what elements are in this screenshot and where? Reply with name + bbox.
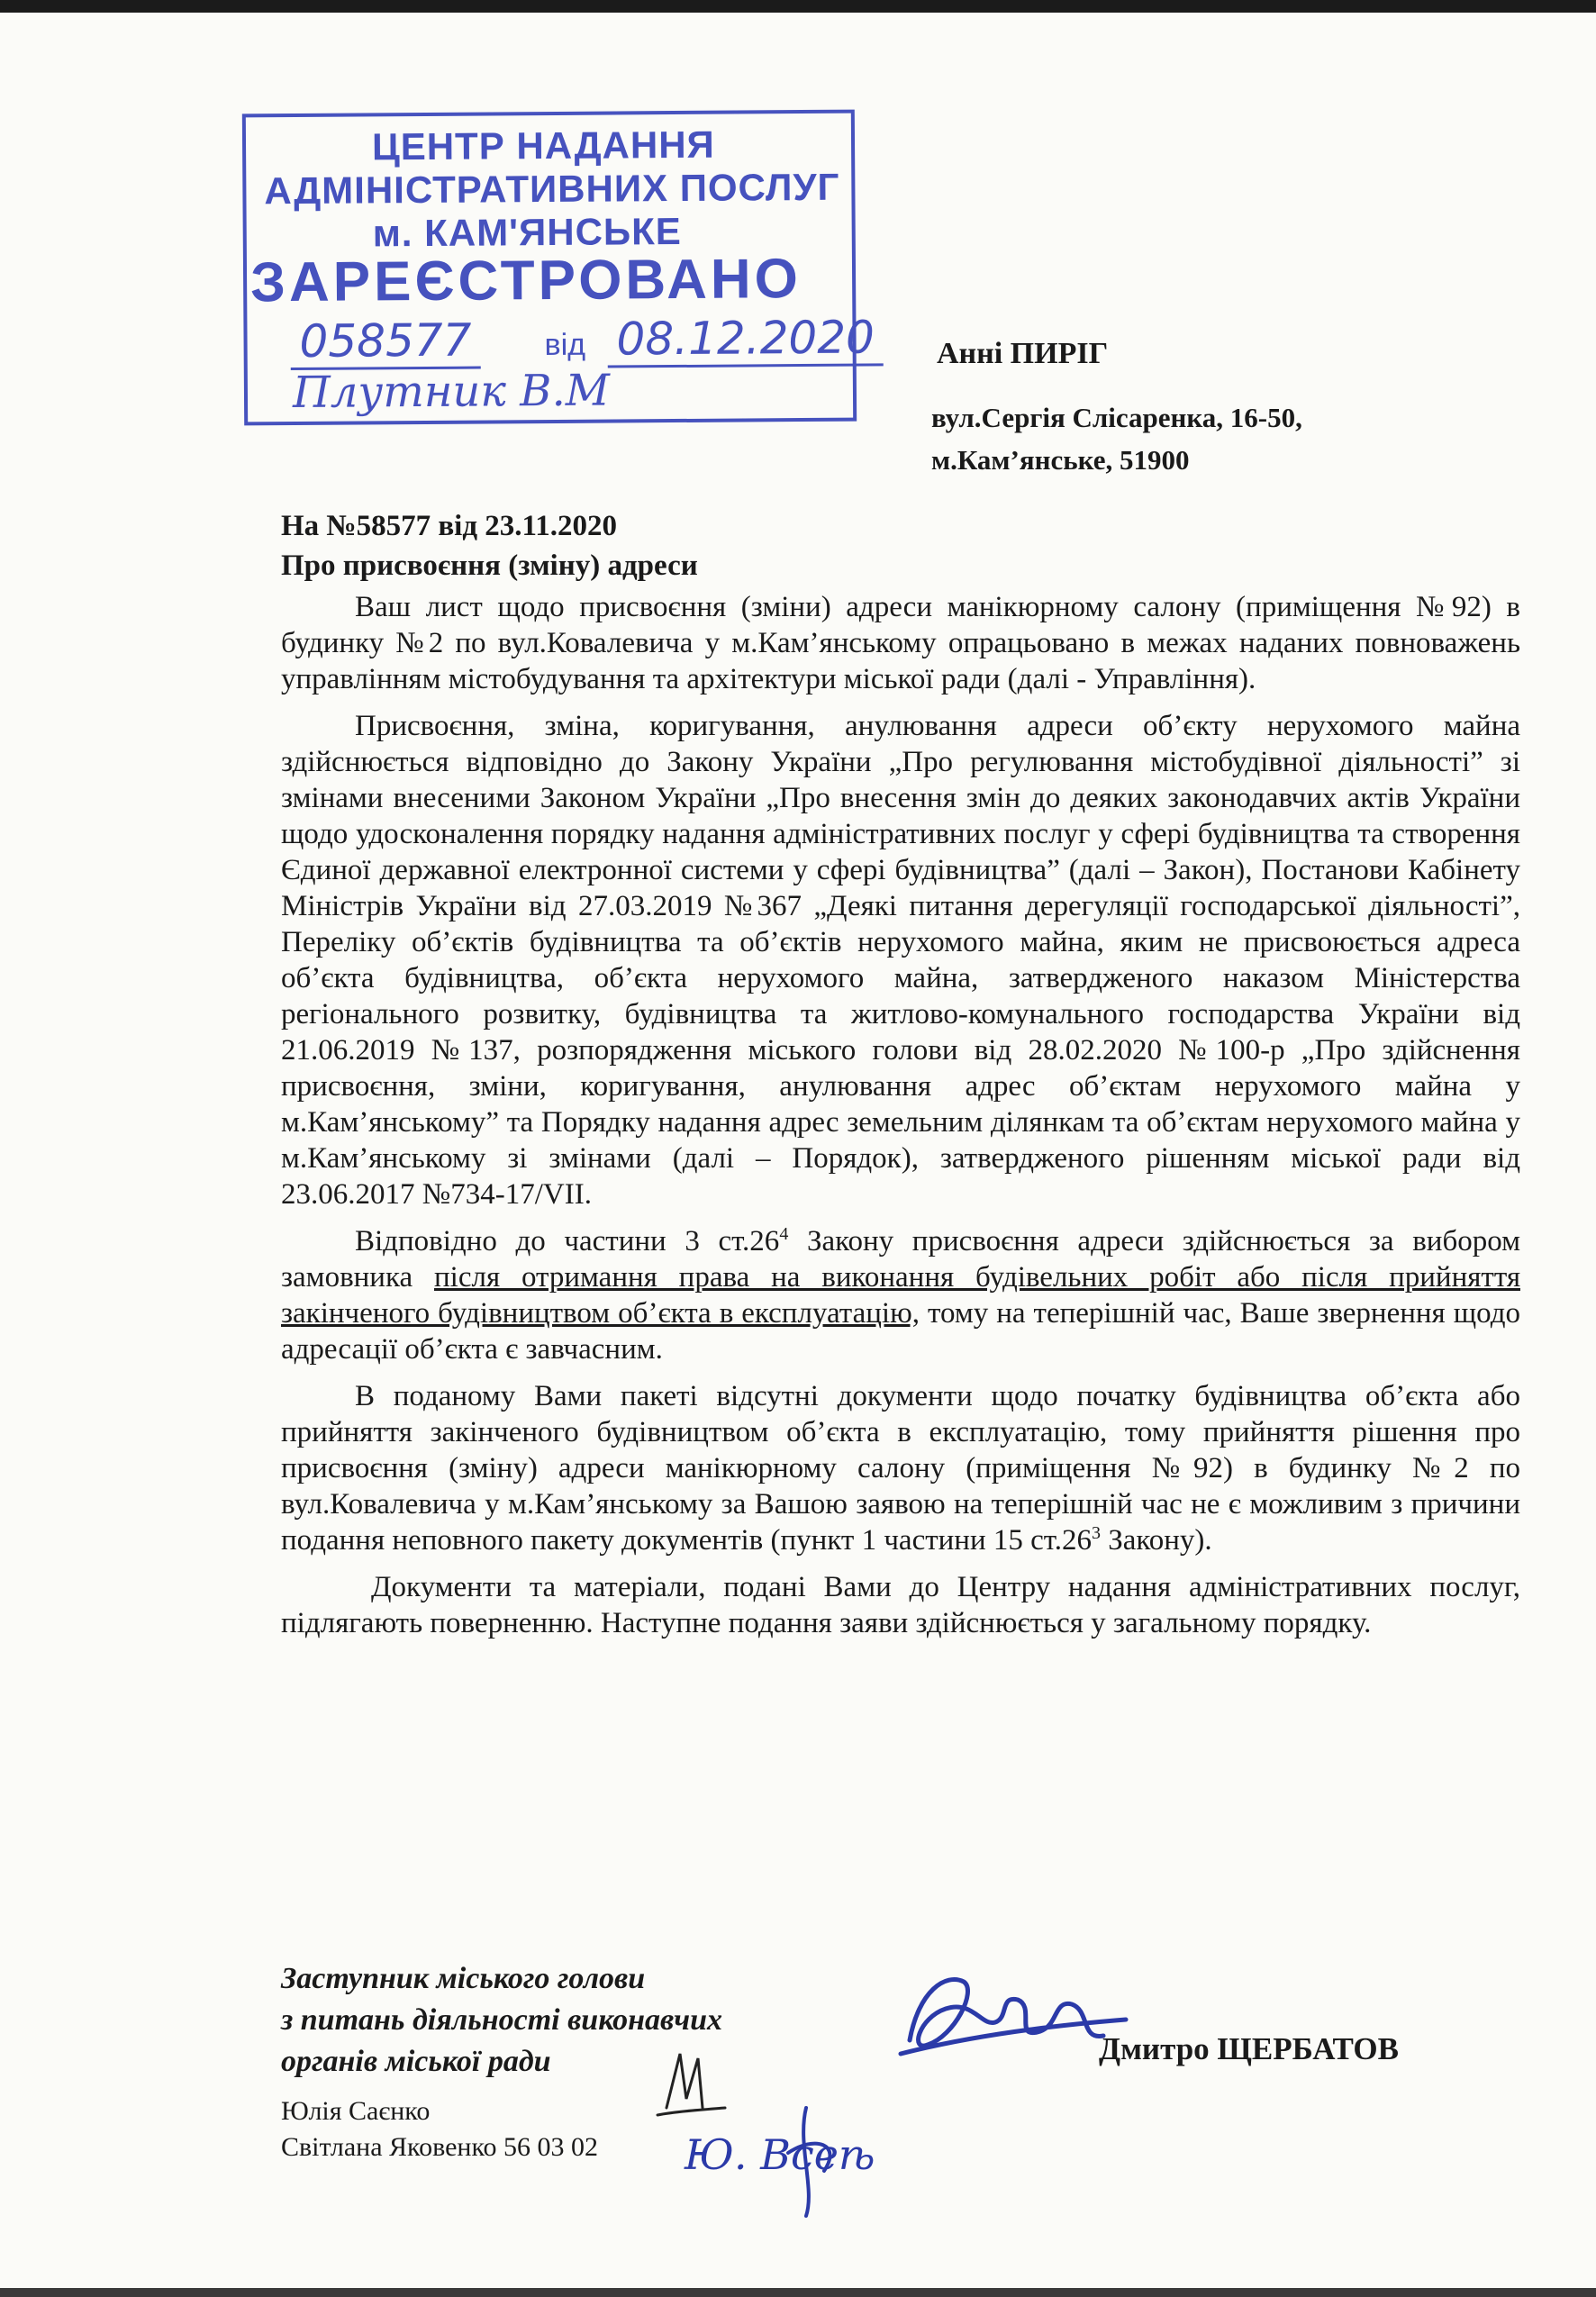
p3-text-c: тому на теперішній час, Ваше звернення щодо адресації об’єкта є завчасним. [281,1297,1520,1366]
paragraph-1: Ваш лист щодо присвоєння (зміни) адреси манікюрному салону (приміщення №92) в будинку №2 по вул.Ковалевича у м.Кам’янському опрацьовано в межах наданих повноважень управлінням містобудування та архітектури міської ради (далі - Управління). [281,591,1520,695]
paragraph-5: Документи та матеріали, подані Вами до Центру надання адміністративних послуг, підлягають поверненню. Наступне подання заяви здійснюється у загальному порядку. [281,1571,1520,1639]
stamp-line-1: ЦЕНТР НАДАННЯ [371,123,715,168]
p3-text-a: Відповідно до частини 3 ст.26 [355,1225,780,1257]
reference-number: На №58577 від 23.11.2020 [281,510,617,542]
registration-stamp [242,110,875,426]
stamp-reg-number: 058577 [290,314,480,370]
p4-text-b: Закону). [1100,1524,1212,1557]
signer-name: Дмитро ЩЕРБАТОВ [1099,2031,1399,2066]
scan-bottom-edge [0,2288,1596,2297]
letter-body [281,589,1520,1652]
paragraph-2: Присвоєння, зміна, коригування, анулювання адреси об’єкту нерухомого майна здійснюється відповідно до Закону України „Про регулювання містобудівної діяльності” зі змінами внесеними Законом України „Про внесення змін до деяких законодавчих актів України щодо удосконалення порядку надання адміністративних послуг у сфері будівництва та створення Єдиної державної електронної системи у сфері будівництва” (далі – Закон), Постанови Кабінету Міністрів України від 27.03.2019 №367 „Деякі питання дерегуляції господарської діяльності”, Переліку об’єктів будівництва та об’єктів нерухомого майна, яким не присвоюється адреса об’єкта будівництва, об’єкта нерухомого майна, затвердженого наказом Міністерства регіонального розвитку, будівництва та житлово-комунального господарства України від 21.06.2019 №137, розпорядження міського голови від 28.02.2020 №100-р „Про здійснення присвоєння, зміни, коригування, анулювання адрес об’єктам нерухомого майна у м.Кам’янському” та Порядку надання адрес земельним ділянкам та об’єктам нерухомого майна у м.Кам’янському зі змінами (далі – Порядок), затвердженого рішенням міської ради від 23.06.2017 №734-17/VII. [281,710,1520,1211]
scan-top-edge [0,0,1596,13]
signer-title-line-1: Заступник міського голови [281,1962,646,1995]
reference-block [281,506,698,586]
stamp-registered: ЗАРЕЄСТРОВАНО [249,248,803,314]
letter-subject: Про присвоєння (зміну) адреси [281,549,698,582]
performers-block [281,2093,598,2165]
p3-text-b: Закону присвоєння адреси здійснюється за вибором замовника [281,1225,1520,1294]
stamp-from-label: від [544,327,586,363]
p3-underlined-text: після отримання права на виконання будівельних робіт або після прийняття закінченого будівництвом об’єкта в експлуатацію, [281,1261,1520,1330]
performer-1: Юлія Саєнко [281,2096,431,2126]
p4-text-a: В поданому Вами пакеті відсутні документи щодо початку будівництва об’єкта або прийняття закінченого будівництвом об’єкта в експлуатацію, тому прийняття рішення про присвоєння (зміну) адреси манікюрному салону (приміщення №92) в будинку №2 по вул.Ковалевича у м.Кам’янському за Вашою заявою на теперішній час не є можливим з причини подання неповного пакету документів (пункт 1 частини 15 ст.26 [281,1380,1520,1557]
p3-superscript: 4 [779,1224,789,1244]
recipient-name: Анні ПИРІГ [937,337,1109,370]
stamp-reg-date: 08.12.2020 [607,311,884,368]
stamp-registrar-signature: Плутник В.М [292,365,611,418]
p4-superscript: 3 [1091,1523,1101,1543]
signer-title-line-3: органів міської ради [281,2045,551,2078]
recipient-address [931,396,1302,481]
address-line-1: вул.Сергія Слісаренка, 16-50, [931,402,1302,433]
paragraph-3 [281,1223,1520,1367]
stamp-line-2: АДМІНІСТРАТИВНИХ ПОСЛУГ [264,165,840,213]
address-line-2: м.Кам’янське, 51900 [931,444,1190,476]
stamp-line-3: м. КАМ'ЯНСЬКЕ [372,209,682,255]
signer-title-line-2: з питань діяльності виконавчих [281,2003,722,2037]
paragraph-4 [281,1378,1520,1558]
performer-2: Світлана Яковенко 56 03 02 [281,2132,599,2162]
approval-signature-text: Ю. Всеѣ [685,2130,875,2179]
